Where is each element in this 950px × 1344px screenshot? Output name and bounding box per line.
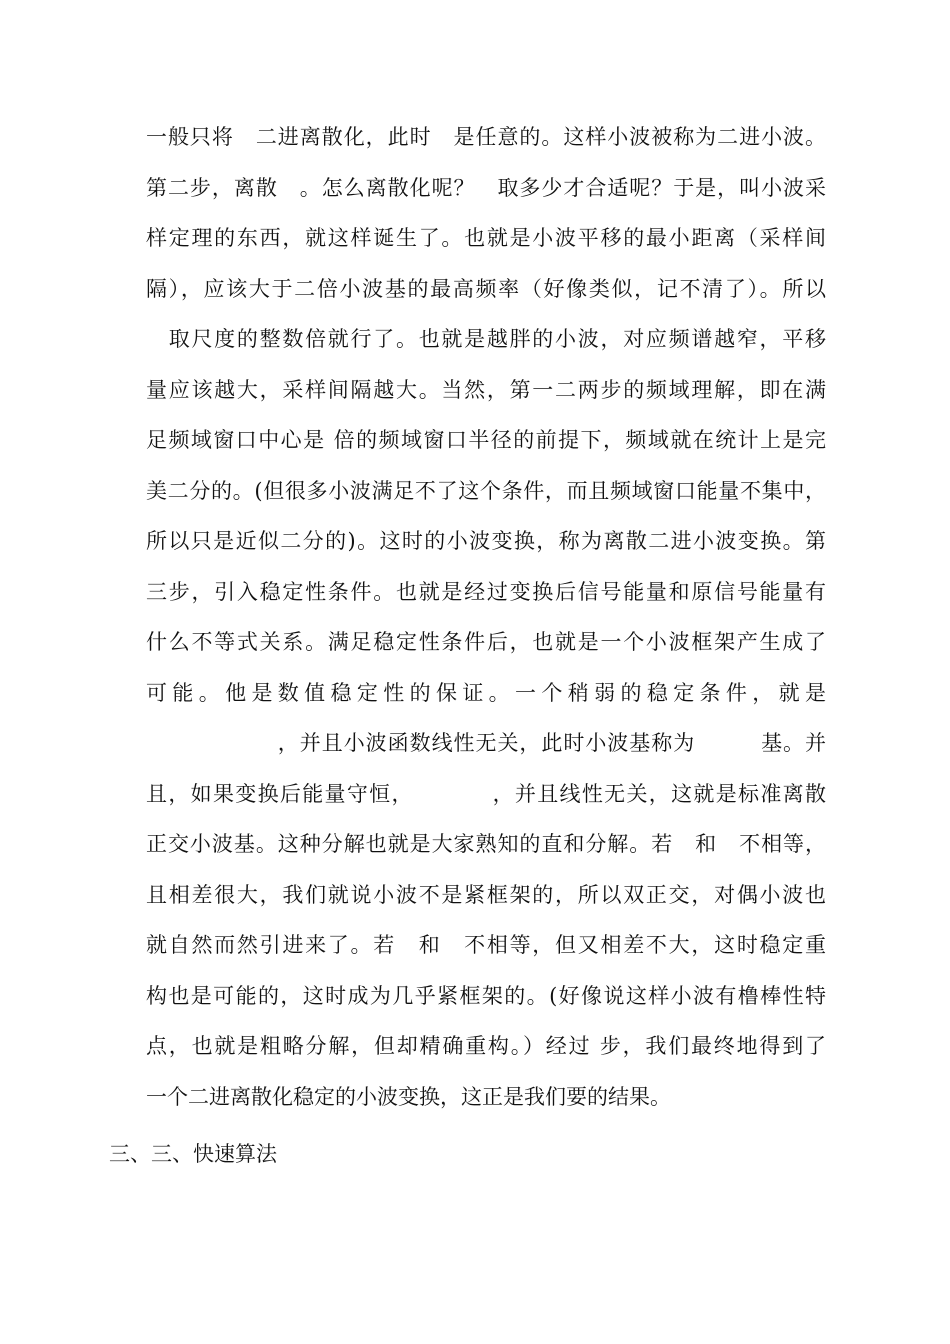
text-line: 且相差很大，我们就说小波不是紧框架的，所以双正交，对偶小波也: [146, 882, 826, 907]
text-line: ，并且小波函数线性无关，此时小波基称为 基。并: [146, 731, 826, 755]
text-line: 构也是可能的，这时成为几乎紧框架的。(好像说这样小波有橹棒性特: [146, 983, 826, 1008]
text-line: 且，如果变换后能量守恒， ，并且线性无关，这就是标准离散: [146, 781, 826, 806]
text-line: 美二分的。(但很多小波满足不了这个条件，而且频域窗口能量不集中，: [146, 478, 826, 503]
text-line-last: 一个二进离散化稳定的小波变换，这正是我们要的结果。: [146, 1084, 671, 1109]
section-heading: 三、三、快速算法: [109, 1142, 277, 1166]
text-line: 样定理的东西，就这样诞生了。也就是小波平移的最小距离（采样间: [146, 226, 826, 250]
body-paragraph: [146, 112, 826, 1122]
text-line: 点，也就是粗略分解，但却精确重构。）经过 步，我们最终地得到了: [146, 1034, 826, 1058]
text-line: 隔），应该大于二倍小波基的最高频率（好像类似，记不清了）。所以: [146, 276, 826, 301]
text-line: 什么不等式关系。满足稳定性条件后，也就是一个小波框架产生成了: [146, 630, 826, 654]
text-line: 足频域窗口中心是 倍的频域窗口半径的前提下，频域就在统计上是完: [146, 428, 826, 452]
text-line: 三步，引入稳定性条件。也就是经过变换后信号能量和原信号能量有: [146, 579, 826, 604]
text-line: 正交小波基。这种分解也就是大家熟知的直和分解。若 和 不相等，: [146, 832, 826, 856]
text-line: 所以只是近似二分的)。这时的小波变换，称为离散二进小波变换。第: [146, 529, 826, 553]
text-line: 量应该越大，采样间隔越大。当然，第一二两步的频域理解，即在满: [146, 377, 826, 402]
text-line: 可能。他是数值稳定性的保证。一个稍弱的稳定条件，就是: [146, 680, 826, 705]
text-line: 第二步，离散 。怎么离散化呢？ 取多少才合适呢？于是，叫小波采: [146, 175, 826, 200]
text-line: 就自然而然引进来了。若 和 不相等，但又相差不大，这时稳定重: [146, 933, 826, 957]
text-line: 一般只将 二进离散化，此时 是任意的。这样小波被称为二进小波。: [146, 125, 826, 149]
text-line: 取尺度的整数倍就行了。也就是越胖的小波，对应频谱越窄，平移: [146, 327, 826, 351]
